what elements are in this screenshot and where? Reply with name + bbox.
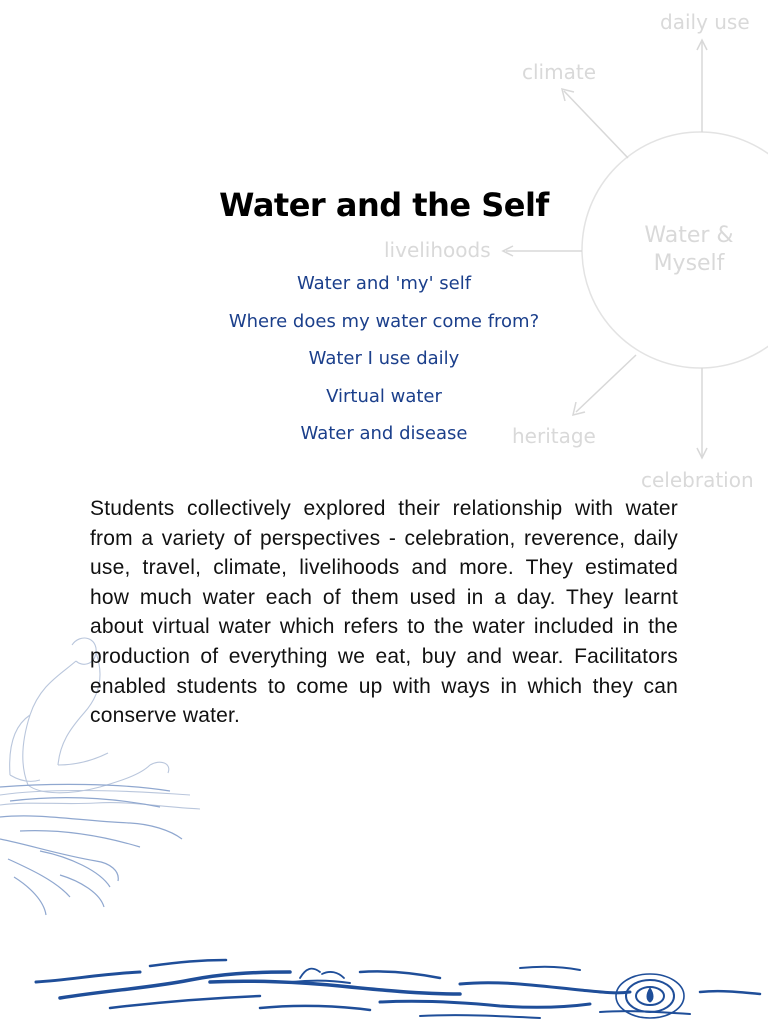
topic-item: Water I use daily — [308, 348, 460, 369]
label-livelihoods: livelihoods — [384, 238, 491, 262]
water-waves-illustration — [0, 950, 768, 1023]
topic-item: Water and disease — [300, 423, 468, 444]
label-climate: climate — [522, 60, 596, 84]
topic-item: Virtual water — [326, 385, 442, 407]
diagram-center-label — [618, 222, 760, 278]
page-title: Water and the Self — [219, 186, 549, 224]
body-paragraph: Students collectively explored their relationship with water from a variety of perspectives - celebration, reverence, daily use, travel, climate, livelihoods and more. They estimated how much water each of them used in a day. They learnt about virtual water which refers to the water included in the production of everything we eat, buy and wear. Facilitators enabled students to come up with ways in which they can conserve water. — [90, 497, 678, 728]
label-heritage: heritage — [512, 424, 596, 448]
center-line-2: Myself — [653, 251, 725, 276]
topic-item: Where does my water come from? — [228, 310, 540, 332]
label-daily-use: daily use — [660, 10, 750, 34]
label-celebration: celebration — [641, 468, 754, 492]
topic-item: Water and 'my' self — [296, 273, 472, 294]
topics-list — [150, 268, 618, 456]
center-line-1: Water & — [644, 223, 734, 248]
arrow-climate — [564, 91, 628, 158]
